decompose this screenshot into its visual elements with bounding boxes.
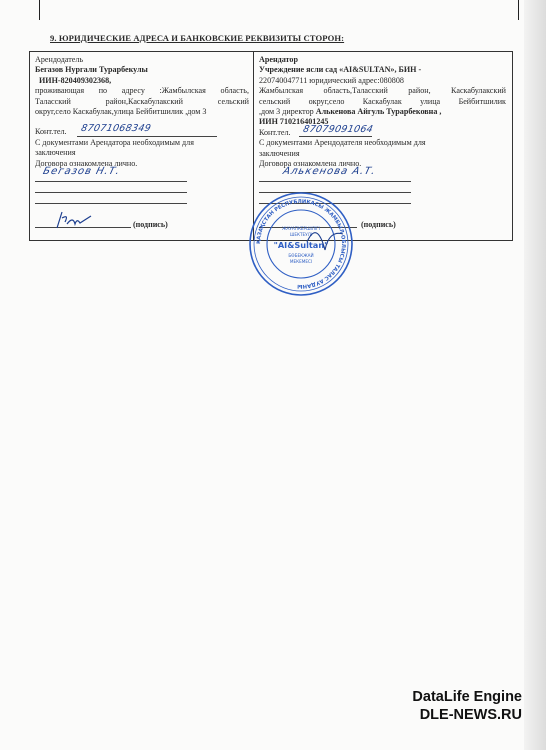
tenant-documents-line: заключения (259, 148, 300, 158)
tenant-director-line (259, 107, 506, 117)
section-heading: 9. ЮРИДИЧЕСКИЕ АДРЕСА И БАНКОВСКИЕ РЕКВИЗИТЫ СТОРОН: (50, 33, 345, 43)
tenant-role: Арендатор (259, 55, 298, 64)
tenant-documents-line: С документами Арендодателя необходимым для (259, 138, 426, 148)
landlord-address-line: проживающая по адресу :Жамбылская область, (35, 86, 249, 96)
landlord-phone-handwritten: 87071068349 (79, 123, 153, 135)
tenant-phone-handwritten: 87079091064 (301, 123, 375, 135)
round-seal-stamp (247, 190, 355, 298)
tenant-acquainted: Договора ознакомлена лично. (259, 159, 362, 169)
tenant-iin: ИИН 710216401245 (259, 117, 329, 127)
tenant-phone (259, 123, 506, 138)
tenant-handwritten-name: Алькенова А.Т. (281, 166, 378, 178)
landlord-signature-scribble (53, 210, 93, 232)
svg-text:ЖАУАПКЕРШІЛІГІ: ЖАУАПКЕРШІЛІГІ (282, 226, 320, 231)
landlord-column (35, 55, 249, 230)
landlord-blank-line (35, 182, 187, 193)
site-watermark (412, 688, 522, 724)
landlord-iin: ИИН-820409302368, (39, 75, 112, 85)
landlord-address-line: округ,село Каскабулак,улица Бейбитшилик ,дом 3 (35, 107, 207, 117)
tenant-phone-label: Конт.тел. (259, 127, 291, 137)
landlord-handwritten-name: Бегазов Н.Т. (41, 166, 122, 178)
landlord-phone-label: Конт.тел. (35, 127, 67, 137)
seal-ring-text: ҚАЗАҚСТАН РЕСПУБЛИКАСЫ ЖАМБЫЛ ОБЛЫСЫ ТАЛАС АУДАНЫ (255, 198, 347, 290)
landlord-signature-label: (подпись) (133, 219, 168, 229)
watermark-line2: DLE-NEWS.RU (419, 707, 522, 723)
svg-text:ШЕКТЕУЛІ: ШЕКТЕУЛІ (289, 232, 313, 237)
landlord-blank-line (35, 193, 187, 204)
landlord-signature-row (35, 216, 249, 230)
seal-center-text: "AI&Sultan" (273, 240, 329, 250)
tenant-address-line: Жамбылская область,Таласский район, Каскабулакский (259, 86, 506, 96)
tenant-director-name: Алькенова Айгуль Турарбековна , (315, 107, 442, 117)
tenant-address-line: сельский округ,село Каскабулак улица Бейбитшилик (259, 96, 506, 106)
tenant-bin-address: 220740047711 юридический адрес:080808 (259, 75, 404, 85)
tenant-name-line (259, 166, 411, 182)
landlord-documents-line: заключения (35, 148, 76, 158)
tenant-signature-label: (подпись) (361, 220, 396, 230)
tenant-org-name: Учреждение ясли сад «AI&SULTAN», БИН - (259, 65, 422, 75)
landlord-name: Бегазов Нургали Турарбекулы (35, 65, 148, 75)
landlord-address-line: Таласский район,Каскабулакский сельский (35, 96, 249, 106)
landlord-name-line (35, 166, 187, 182)
watermark-line1: DataLife Engine (412, 689, 522, 705)
tenant-director-prefix: ,дом 3 директор (259, 107, 316, 117)
landlord-documents-line: С документами Арендатора необходимым для (35, 137, 194, 147)
page-edge-shadow (524, 0, 546, 750)
landlord-role: Арендодатель (35, 55, 84, 64)
svg-text:МЕКЕМЕСІ: МЕКЕМЕСІ (289, 259, 313, 264)
landlord-phone (35, 123, 249, 137)
crop-mark-left (39, 0, 40, 20)
svg-text:БӨБЕКЖАЙ: БӨБЕКЖАЙ (288, 253, 314, 258)
crop-mark-right (518, 0, 519, 20)
landlord-acquainted: Договора ознакомлена лично. (35, 158, 138, 168)
